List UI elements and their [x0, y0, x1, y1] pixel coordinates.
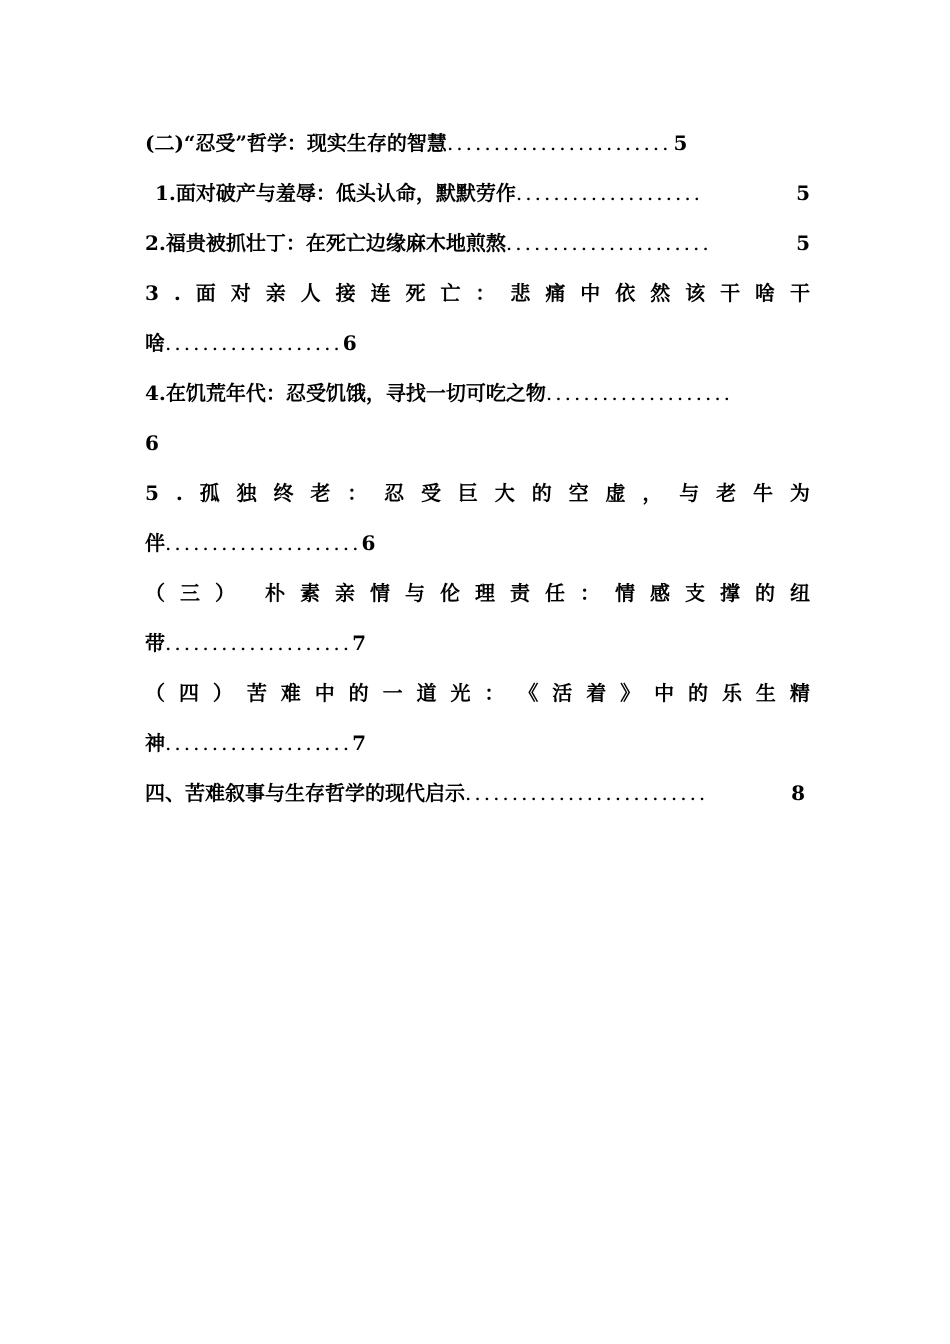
toc-entry-continuation[interactable] [145, 318, 357, 368]
toc-page-number: 6 [361, 531, 376, 555]
toc-leader-dots: .................... [165, 631, 353, 655]
toc-entry-title-continued: 神 [145, 731, 165, 755]
toc-entry[interactable]: （ 四 ） 苦 难 中 的 一 道 光 ： 《 活 着 》 中 的 乐 生 精 [145, 681, 810, 705]
toc-entry-title: 四、苦难叙事与生存哲学的现代启示 [145, 781, 465, 805]
toc-entry-title-continued: 伴 [145, 531, 165, 555]
toc-page-number: 5 [673, 131, 688, 155]
toc-entry[interactable] [145, 368, 815, 418]
toc-entry-title: 4.在饥荒年代：忍受饥饿，寻找一切可吃之物 [145, 381, 546, 405]
toc-page-number: 7 [352, 731, 367, 755]
toc-entry[interactable] [155, 168, 810, 218]
toc-entry-title-continued: 带 [145, 631, 165, 655]
toc-entry-title: 2.福贵被抓壮丁：在死亡边缘麻木地煎熬 [145, 231, 506, 255]
toc-page-number: 7 [352, 631, 367, 655]
toc-entry[interactable]: 5 . 孤 独 终 老 ： 忍 受 巨 大 的 空 虚 ， 与 老 牛 为 [145, 481, 810, 505]
toc-entry-title: (二)“忍受”哲学：现实生存的智慧 [145, 131, 447, 155]
toc-leader-dots: .................... [545, 381, 734, 405]
toc-entry[interactable]: 3 . 面 对 亲 人 接 连 死 亡 ： 悲 痛 中 依 然 该 干 啥 干 [145, 281, 810, 305]
toc-leader-dots: ..................... [165, 531, 362, 555]
toc-entry-continuation[interactable] [145, 718, 366, 768]
toc-page-number: 5 [796, 181, 810, 205]
toc-page-number: 8 [791, 781, 805, 805]
toc-entry-title: 1.面对破产与羞辱：低头认命，默默劳作 [155, 181, 516, 205]
toc-page-number: 6 [145, 431, 159, 455]
toc-leader-dots: .................... [515, 181, 704, 205]
toc-entry[interactable]: （ 三 ） 朴 素 亲 情 与 伦 理 责 任 ： 情 感 支 撑 的 纽 [145, 581, 810, 605]
toc-entry[interactable] [145, 218, 810, 268]
toc-leader-dots: .......................... [465, 781, 709, 805]
toc-entry[interactable] [145, 118, 687, 168]
toc-leader-dots: ................... [165, 331, 343, 355]
toc-leader-dots: ...................... [505, 231, 712, 255]
toc-entry-continuation[interactable] [145, 518, 375, 568]
toc-leader-dots: .................... [165, 731, 353, 755]
toc-page-number: 6 [342, 331, 357, 355]
toc-leader-dots: ........................ [446, 131, 672, 155]
toc-entry-continuation[interactable] [145, 418, 159, 468]
toc-entry[interactable] [145, 768, 805, 818]
toc-entry-continuation[interactable] [145, 618, 366, 668]
toc-entry-title-continued: 啥 [145, 331, 165, 355]
toc-page-number: 5 [796, 231, 810, 255]
